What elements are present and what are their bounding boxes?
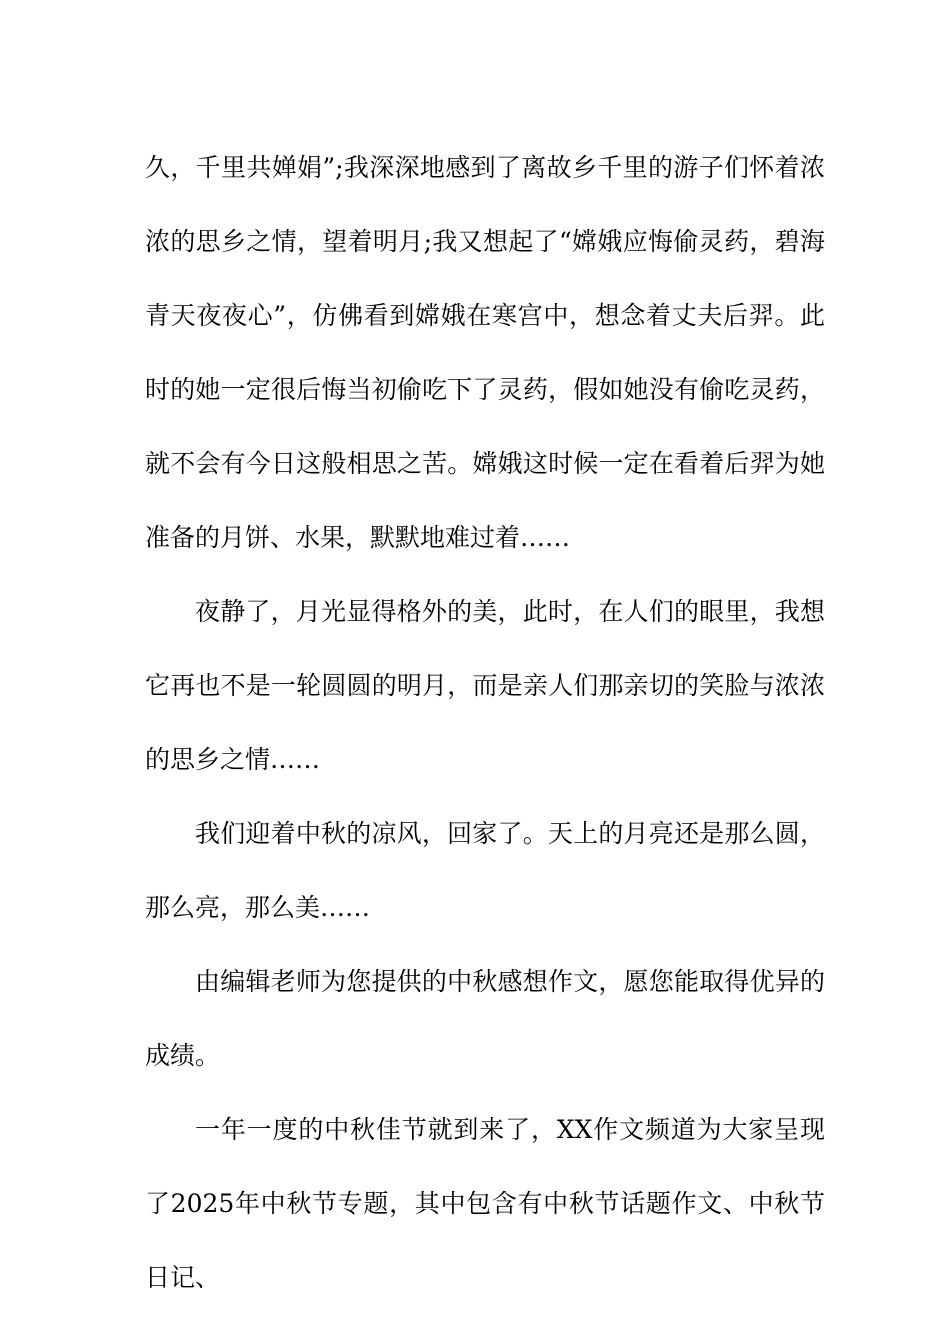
paragraph-editor-note: 由编辑老师为您提供的中秋感想作文，愿您能取得优异的成绩。 [145,967,825,1070]
paragraph-night-moonlight: 夜静了，月光显得格外的美，此时，在人们的眼里，我想它再也不是一轮圆圆的明月，而是亲人们那亲切的笑脸与浓浓的思乡之情…… [145,597,825,774]
paragraph-going-home: 我们迎着中秋的凉风，回家了。天上的月亮还是那么圆，那么亮，那么美…… [145,819,825,922]
document-body [145,131,825,1315]
paragraph-continued: 久，千里共婵娟”;我深深地感到了离故乡千里的游子们怀着浓浓的思乡之情，望着明月;我又想起了“嫦娥应悔偷灵药，碧海青天夜夜心”，仿佛看到嫦娥在寒宫中，想念着丈夫后羿。此时的她一定很后悔当初偷吃下了灵药，假如她没有偷吃灵药，就不会有今日这般相思之苦。嫦娥这时候一定在看着后羿为她准备的月饼、水果，默默地难过着…… [145,153,825,552]
paragraph-festival-intro: 一年一度的中秋佳节就到来了，XX作文频道为大家呈现了2025年中秋节专题，其中包含有中秋节话题作文、中秋节日记、 [145,1115,825,1292]
